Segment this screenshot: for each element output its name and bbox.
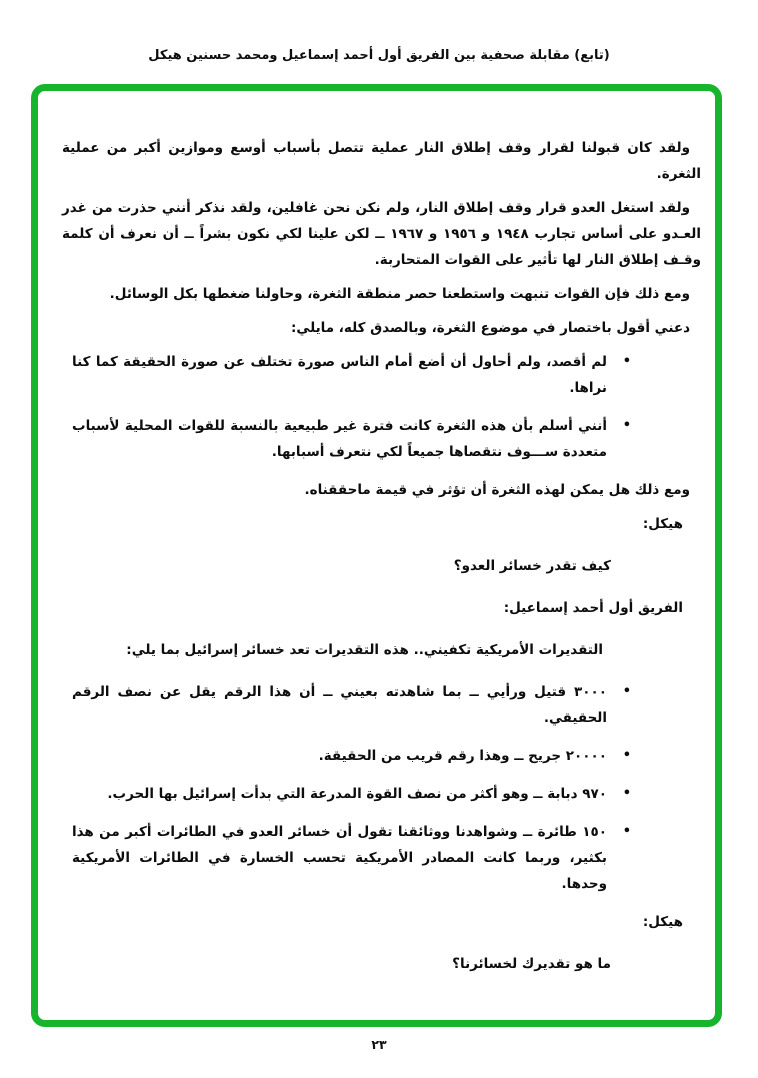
- bullet-item: [72, 413, 701, 465]
- question-line: ما هو تقديرك لخسائرنا؟: [452, 956, 611, 972]
- bullet-item: [72, 743, 701, 769]
- bullet-icon: •: [622, 418, 631, 433]
- bullet-item: [72, 781, 701, 807]
- bullet-text: لم أقصد، ولم أحاول أن أضع أمام الناس صورة تختلف عن صورة الحقيقة كما كنا نراها.: [72, 354, 607, 396]
- bullet-icon: •: [622, 748, 631, 763]
- bullet-icon: •: [622, 684, 631, 699]
- bullet-item: [72, 679, 701, 731]
- bullet-text: ٣٠٠٠ قتيل ورأيي ــ بما شاهدته بعيني ــ أن هذا الرقم يقل عن نصف الرقم الحقيقي.: [72, 684, 607, 726]
- bullet-icon: •: [622, 354, 631, 369]
- paragraph: ولقد كان قبولنا لقرار وقف إطلاق النار عملية تتصل بأسباب أوسع وموازين أكبر من عملية الثغرة.: [62, 140, 701, 182]
- bullet-icon: •: [622, 824, 631, 839]
- green-frame: [31, 84, 722, 1027]
- speaker-label-heikal: هيكل:: [642, 914, 683, 930]
- paragraph: دعني أقول باختصار في موضوع الثغرة، وبالصدق كله، مايلي:: [291, 320, 690, 336]
- paragraph: ومع ذلك هل يمكن لهذه الثغرة أن تؤثر في قيمة ماحققناه.: [304, 482, 690, 498]
- question-line: كيف تقدر خسائر العدو؟: [453, 558, 611, 574]
- page-number: ٢٣: [371, 1037, 387, 1052]
- document-page: [0, 48, 758, 1078]
- bullet-text: ١٥٠ طائرة ــ وشواهدنا ووثائقنا تقول أن خسائر العدو في الطائرات أكبر من هذا بكثير، وربما كانت المصادر الأمريكية تحسب الخسارة في الطائرات الأمريكية وحدها.: [72, 824, 607, 892]
- speaker-label-ismail: الفريق أول أحمد إسماعيل:: [503, 600, 683, 616]
- paragraph: ومع ذلك فإن القوات تنبهت واستطعنا حصر منطقة الثغرة، وحاولنا ضغطها بكل الوسائل.: [109, 286, 690, 302]
- interview-body: [62, 135, 701, 977]
- answer-lead-line: التقديرات الأمريكية تكفيني.. هذه التقديرات تعد خسائر إسرائيل بما يلي:: [126, 642, 603, 658]
- speaker-label-heikal: هيكل:: [642, 516, 683, 532]
- bullet-item: [72, 349, 701, 401]
- bullet-text: ٩٧٠ دبابة ــ وهو أكثر من نصف القوة المدرعة التي بدأت إسرائيل بها الحرب.: [107, 786, 607, 802]
- page-title: (تابع) مقابلة صحفية بين الفريق أول أحمد إسماعيل ومحمد حسنين هيكل: [148, 48, 610, 63]
- bullet-text: أنني أسلم بأن هذه الثغرة كانت فترة غير طبيعية بالنسبة للقوات المحلية لأسباب متعددة ســـوف نتقصاها جميعاً لكي نتعرف أسبابها.: [72, 418, 607, 460]
- bullet-icon: •: [622, 786, 631, 801]
- bullet-item: [72, 819, 701, 897]
- bullet-text: ٢٠٠٠٠ جريح ــ وهذا رقم قريب من الحقيقة.: [318, 748, 607, 764]
- paragraph: ولقد استغل العدو قرار وقف إطلاق النار، ولم نكن نحن غافلين، ولقد نذكر أنني حذرت من غدر العـدو على أساس تجارب ١٩٤٨ و ١٩٥٦ و ١٩٦٧ ــ لكن علينا لكي نكون بشراً ــ أن نعرف أن كلمة وقـف إطلاق النار لها تأثير على القوات المتحاربة.: [62, 200, 701, 268]
